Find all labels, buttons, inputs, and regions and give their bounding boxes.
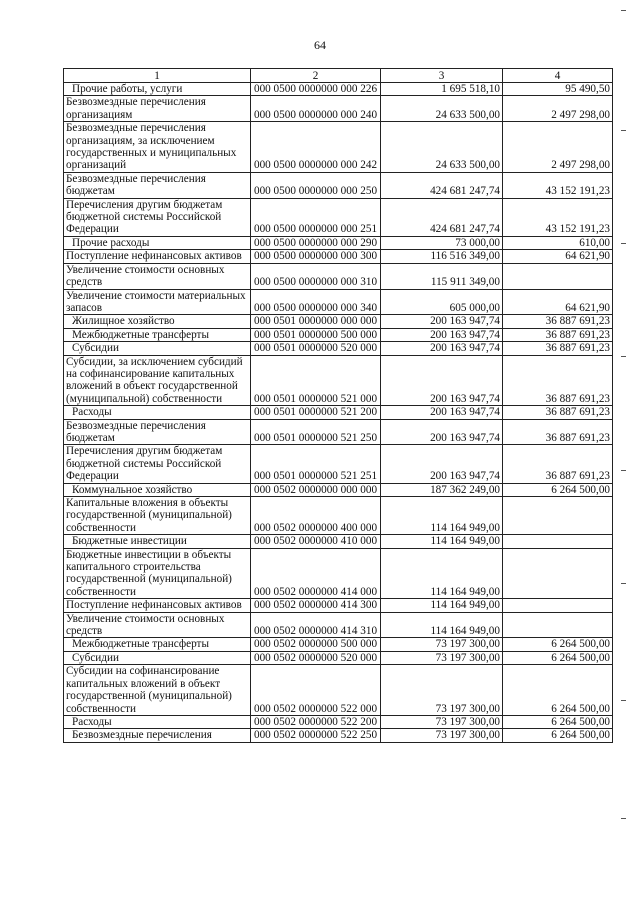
row-code-cell: 000 0502 0000000 410 000	[251, 535, 381, 548]
column-number-2: 2	[251, 69, 381, 83]
table-row	[64, 419, 613, 445]
table-row	[64, 445, 613, 483]
row-amount-col4-cell: 2 497 298,00	[503, 122, 613, 173]
row-amount-col4-cell: 95 490,50	[503, 83, 613, 96]
row-amount-col4-cell: 36 887 691,23	[503, 315, 613, 328]
row-amount-col4-cell: 43 152 191,23	[503, 172, 613, 198]
row-name-cell: Субсидии	[64, 651, 251, 664]
row-code-cell: 000 0500 0000000 000 300	[251, 250, 381, 263]
row-name-cell: Капитальные вложения в объекты государственной (муниципальной) собственности	[64, 497, 251, 535]
row-code-cell: 000 0502 0000000 522 250	[251, 729, 381, 742]
table-row	[64, 315, 613, 328]
table-row	[64, 638, 613, 651]
row-amount-col4-cell: 64 621,90	[503, 250, 613, 263]
row-amount-col4-cell	[503, 612, 613, 638]
row-amount-col4-cell: 36 887 691,23	[503, 328, 613, 341]
row-amount-col4-cell: 36 887 691,23	[503, 445, 613, 483]
row-code-cell: 000 0502 0000000 522 200	[251, 715, 381, 728]
row-name-cell: Поступление нефинансовых активов	[64, 599, 251, 612]
margin-tick-mark	[621, 356, 626, 357]
row-code-cell: 000 0501 0000000 521 000	[251, 355, 381, 406]
row-amount-col3-cell: 114 164 949,00	[381, 535, 503, 548]
page-number: 64	[314, 38, 326, 52]
row-amount-col4-cell: 2 497 298,00	[503, 96, 613, 122]
row-amount-col3-cell: 200 163 947,74	[381, 355, 503, 406]
row-name-cell: Межбюджетные трансферты	[64, 638, 251, 651]
row-name-cell: Перечисления другим бюджетам бюджетной системы Российской Федерации	[64, 198, 251, 236]
row-amount-col4-cell: 43 152 191,23	[503, 198, 613, 236]
row-code-cell: 000 0502 0000000 414 310	[251, 612, 381, 638]
row-name-cell: Перечисления другим бюджетам бюджетной системы Российской Федерации	[64, 445, 251, 483]
row-amount-col3-cell: 73 197 300,00	[381, 665, 503, 716]
row-amount-col3-cell: 114 164 949,00	[381, 599, 503, 612]
row-amount-col3-cell: 200 163 947,74	[381, 445, 503, 483]
row-name-cell: Коммунальное хозяйство	[64, 483, 251, 496]
row-name-cell: Субсидии	[64, 342, 251, 355]
row-name-cell: Расходы	[64, 406, 251, 419]
row-amount-col3-cell: 73 197 300,00	[381, 651, 503, 664]
table-row	[64, 172, 613, 198]
row-name-cell: Безвозмездные перечисления	[64, 729, 251, 742]
row-amount-col4-cell: 36 887 691,23	[503, 342, 613, 355]
margin-tick-mark	[621, 700, 626, 701]
row-amount-col4-cell: 36 887 691,23	[503, 406, 613, 419]
row-name-cell: Безвозмездные перечисления бюджетам	[64, 172, 251, 198]
table-row	[64, 328, 613, 341]
table-row	[64, 198, 613, 236]
table-row	[64, 236, 613, 249]
row-code-cell: 000 0502 0000000 522 000	[251, 665, 381, 716]
column-number-3: 3	[381, 69, 503, 83]
row-code-cell: 000 0502 0000000 400 000	[251, 497, 381, 535]
table-row	[64, 651, 613, 664]
row-amount-col4-cell: 36 887 691,23	[503, 355, 613, 406]
row-amount-col3-cell: 24 633 500,00	[381, 122, 503, 173]
table-row	[64, 599, 613, 612]
row-name-cell: Расходы	[64, 715, 251, 728]
row-code-cell: 000 0501 0000000 521 200	[251, 406, 381, 419]
row-amount-col4-cell	[503, 263, 613, 289]
row-amount-col3-cell: 200 163 947,74	[381, 315, 503, 328]
row-code-cell: 000 0502 0000000 414 300	[251, 599, 381, 612]
row-code-cell: 000 0500 0000000 000 340	[251, 289, 381, 315]
row-amount-col4-cell	[503, 599, 613, 612]
row-amount-col4-cell	[503, 535, 613, 548]
table-row	[64, 289, 613, 315]
margin-tick-mark	[621, 243, 626, 244]
row-amount-col3-cell: 73 197 300,00	[381, 729, 503, 742]
row-amount-col3-cell: 424 681 247,74	[381, 172, 503, 198]
row-name-cell: Увеличение стоимости основных средств	[64, 263, 251, 289]
table-row	[64, 612, 613, 638]
table-row	[64, 342, 613, 355]
budget-report-table	[63, 68, 613, 743]
row-code-cell: 000 0500 0000000 000 250	[251, 172, 381, 198]
row-name-cell: Бюджетные инвестиции	[64, 535, 251, 548]
row-code-cell: 000 0501 0000000 521 250	[251, 419, 381, 445]
row-name-cell: Поступление нефинансовых активов	[64, 250, 251, 263]
table-row	[64, 715, 613, 728]
row-code-cell: 000 0500 0000000 000 251	[251, 198, 381, 236]
table-row	[64, 729, 613, 742]
row-amount-col3-cell: 115 911 349,00	[381, 263, 503, 289]
row-amount-col3-cell: 200 163 947,74	[381, 342, 503, 355]
row-amount-col3-cell: 200 163 947,74	[381, 328, 503, 341]
table-row	[64, 122, 613, 173]
margin-tick-mark	[621, 10, 626, 11]
row-amount-col4-cell: 6 264 500,00	[503, 651, 613, 664]
row-code-cell: 000 0501 0000000 000 000	[251, 315, 381, 328]
row-name-cell: Прочие расходы	[64, 236, 251, 249]
row-amount-col4-cell: 6 264 500,00	[503, 483, 613, 496]
row-name-cell: Субсидии на софинансирование капитальных вложений в объект государственной (муниципальной) собственности	[64, 665, 251, 716]
row-code-cell: 000 0500 0000000 000 226	[251, 83, 381, 96]
row-amount-col3-cell: 114 164 949,00	[381, 497, 503, 535]
table-row	[64, 355, 613, 406]
row-amount-col3-cell: 73 197 300,00	[381, 715, 503, 728]
row-code-cell: 000 0501 0000000 521 251	[251, 445, 381, 483]
row-amount-col3-cell: 114 164 949,00	[381, 548, 503, 599]
row-name-cell: Жилищное хозяйство	[64, 315, 251, 328]
table-row	[64, 83, 613, 96]
row-code-cell: 000 0502 0000000 000 000	[251, 483, 381, 496]
table-header-row	[64, 69, 613, 83]
row-amount-col4-cell	[503, 548, 613, 599]
row-amount-col4-cell	[503, 497, 613, 535]
row-amount-col4-cell: 36 887 691,23	[503, 419, 613, 445]
row-code-cell: 000 0502 0000000 520 000	[251, 651, 381, 664]
table-row	[64, 483, 613, 496]
row-amount-col3-cell: 200 163 947,74	[381, 406, 503, 419]
row-code-cell: 000 0502 0000000 500 000	[251, 638, 381, 651]
row-amount-col3-cell: 24 633 500,00	[381, 96, 503, 122]
column-number-4: 4	[503, 69, 613, 83]
table-row	[64, 250, 613, 263]
row-name-cell: Прочие работы, услуги	[64, 83, 251, 96]
row-code-cell: 000 0500 0000000 000 242	[251, 122, 381, 173]
margin-tick-mark	[621, 583, 626, 584]
row-code-cell: 000 0501 0000000 520 000	[251, 342, 381, 355]
row-amount-col3-cell: 116 516 349,00	[381, 250, 503, 263]
row-amount-col3-cell: 605 000,00	[381, 289, 503, 315]
table-row	[64, 665, 613, 716]
margin-tick-mark	[621, 130, 626, 131]
table-row	[64, 406, 613, 419]
column-number-1: 1	[64, 69, 251, 83]
row-amount-col3-cell: 1 695 518,10	[381, 83, 503, 96]
row-amount-col3-cell: 200 163 947,74	[381, 419, 503, 445]
margin-tick-mark	[621, 470, 626, 471]
table-row	[64, 535, 613, 548]
row-name-cell: Субсидии, за исключением субсидий на софинансирование капитальных вложений в объект государственной (муниципальной) собственности	[64, 355, 251, 406]
row-code-cell: 000 0500 0000000 000 240	[251, 96, 381, 122]
row-name-cell: Бюджетные инвестиции в объекты капитального строительства государственной (муниципальной) собственности	[64, 548, 251, 599]
row-name-cell: Безвозмездные перечисления бюджетам	[64, 419, 251, 445]
row-name-cell: Безвозмездные перечисления организациям	[64, 96, 251, 122]
table-row	[64, 497, 613, 535]
row-amount-col4-cell: 64 621,90	[503, 289, 613, 315]
row-name-cell: Безвозмездные перечисления организациям, за исключением государственных и муниципальных организаций	[64, 122, 251, 173]
margin-tick-mark	[621, 818, 626, 819]
row-amount-col4-cell: 6 264 500,00	[503, 729, 613, 742]
row-amount-col3-cell: 73 000,00	[381, 236, 503, 249]
table-row	[64, 548, 613, 599]
row-name-cell: Увеличение стоимости основных средств	[64, 612, 251, 638]
row-name-cell: Увеличение стоимости материальных запасов	[64, 289, 251, 315]
table-row	[64, 263, 613, 289]
row-code-cell: 000 0500 0000000 000 310	[251, 263, 381, 289]
row-amount-col4-cell: 6 264 500,00	[503, 665, 613, 716]
row-amount-col4-cell: 610,00	[503, 236, 613, 249]
row-code-cell: 000 0501 0000000 500 000	[251, 328, 381, 341]
row-amount-col4-cell: 6 264 500,00	[503, 715, 613, 728]
row-name-cell: Межбюджетные трансферты	[64, 328, 251, 341]
row-amount-col3-cell: 424 681 247,74	[381, 198, 503, 236]
row-amount-col3-cell: 187 362 249,00	[381, 483, 503, 496]
row-code-cell: 000 0502 0000000 414 000	[251, 548, 381, 599]
table-row	[64, 96, 613, 122]
row-amount-col3-cell: 114 164 949,00	[381, 612, 503, 638]
row-amount-col4-cell: 6 264 500,00	[503, 638, 613, 651]
row-code-cell: 000 0500 0000000 000 290	[251, 236, 381, 249]
row-amount-col3-cell: 73 197 300,00	[381, 638, 503, 651]
